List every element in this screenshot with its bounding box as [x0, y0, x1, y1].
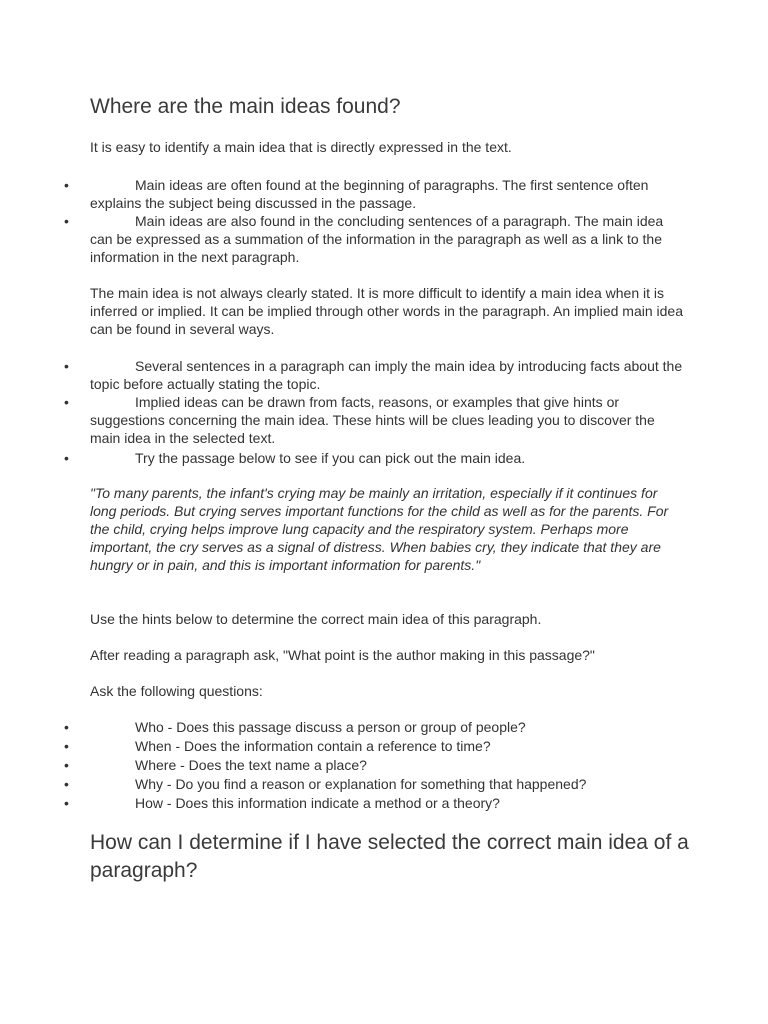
list-item: • Main ideas are often found at the beginning of paragraphs. The first sentence often explains the subject being discussed in the passage.: [64, 177, 649, 211]
section-title-determine-main-idea: How can I determine if I have selected the correct main idea of a paragraph?: [90, 831, 689, 882]
bullet-icon: •: [64, 757, 69, 773]
bullet-icon: •: [64, 450, 69, 466]
list-item: • Where - Does the text name a place?: [64, 757, 367, 773]
bullet-icon: •: [64, 719, 69, 735]
list-item: • When - Does the information contain a reference to time?: [64, 738, 491, 754]
hints-paragraph: Use the hints below to determine the correct main idea of this paragraph.: [90, 611, 542, 627]
section-title-main-ideas: Where are the main ideas found?: [90, 95, 401, 118]
bullet-icon: •: [64, 394, 69, 410]
list-item: • Try the passage below to see if you can pick out the main idea.: [64, 450, 526, 466]
list-item: • Why - Do you find a reason or explanation for something that happened?: [64, 776, 587, 792]
intro-paragraph: It is easy to identify a main idea that is directly expressed in the text.: [90, 139, 512, 155]
bullet-icon: •: [64, 776, 69, 792]
bullet-icon: •: [64, 738, 69, 754]
implied-idea-paragraph: The main idea is not always clearly stated. It is more difficult to identify a main idea when it is inferred or implied. It can be implied through other words in the paragraph. An implied main idea can be found in several ways.: [90, 285, 683, 337]
bullet-icon: •: [64, 213, 69, 229]
list-item: • Implied ideas can be drawn from facts, reasons, or examples that give hints or suggestions concerning the main idea. These hints will be clues leading you to discover the main idea in the selected text.: [64, 394, 655, 446]
list-item: • Several sentences in a paragraph can imply the main idea by introducing facts about the topic before actually stating the topic.: [64, 358, 683, 392]
bullet-icon: •: [64, 358, 69, 374]
bullet-icon: •: [64, 795, 69, 811]
quoted-passage: "To many parents, the infant's crying may be mainly an irritation, especially if it continues for long periods. But crying serves important functions for the child as well as for the parents. For the child, crying helps improve lung capacity and the respiratory system. Perhaps more important, the cry serves as a signal of distress. When babies cry, they indicate that they are hungry or in pain, and this is important information for parents.": [90, 485, 669, 573]
ask-paragraph: After reading a paragraph ask, "What point is the author making in this passage?": [90, 647, 595, 663]
list-item: • Who - Does this passage discuss a person or group of people?: [64, 719, 526, 735]
list-item: • How - Does this information indicate a method or a theory?: [64, 795, 500, 811]
list-item: • Main ideas are also found in the concluding sentences of a paragraph. The main idea can be expressed as a summation of the information in the paragraph as well as a link to the information in the next paragraph.: [64, 213, 664, 265]
bullet-icon: •: [64, 177, 69, 193]
questions-intro: Ask the following questions:: [90, 683, 263, 699]
